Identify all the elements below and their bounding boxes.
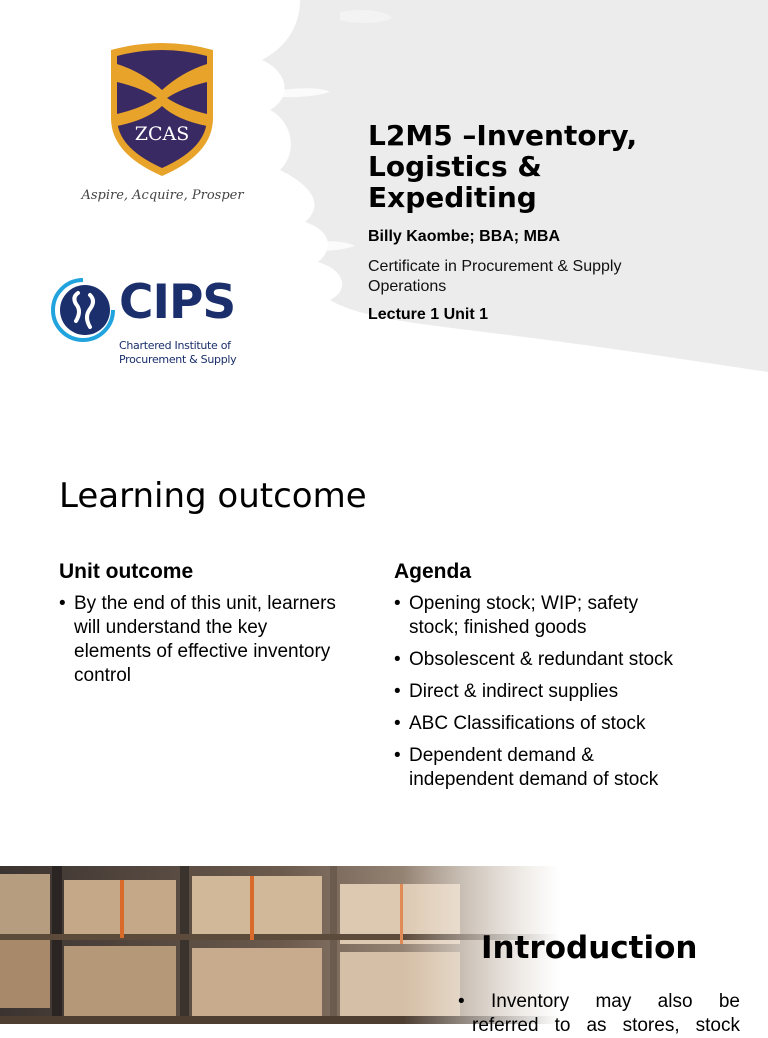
intro-paragraph-line: referred to as stores, stock [472, 1015, 740, 1036]
cips-logo [50, 277, 250, 372]
column-heading: Agenda [394, 560, 472, 583]
list-item-line: Opening stock; WIP; safety [409, 593, 639, 614]
bullet-list [394, 592, 714, 792]
list-item-line: By the end of this unit, learners [74, 593, 336, 614]
cips-wordmark: CIPS [119, 275, 236, 330]
unit-outcome-column [59, 560, 369, 696]
slide-title-line: Logistics & [368, 150, 542, 183]
course-name-line: Certificate in Procurement & Supply [368, 258, 622, 275]
bullet-icon: • [394, 593, 401, 614]
list-item [394, 648, 714, 672]
cips-subtitle [119, 339, 236, 367]
list-item-line: independent demand of stock [409, 769, 659, 790]
slide-title [368, 120, 698, 213]
list-item [394, 744, 714, 792]
bullet-icon: • [394, 649, 401, 670]
list-item-line: elements of effective inventory [74, 641, 331, 662]
list-item-line: control [74, 665, 132, 686]
bullet-icon: • [394, 681, 401, 702]
bullet-icon: • [59, 593, 66, 614]
list-item-line: stock; finished goods [409, 617, 587, 638]
bullet-icon: • [394, 745, 401, 766]
cips-subtitle-line: Chartered Institute of [119, 339, 231, 352]
zcas-logo [80, 40, 245, 210]
list-item [394, 712, 714, 736]
bullet-icon: • [394, 713, 401, 734]
introduction-slide [0, 866, 768, 1036]
intro-text-line: Inventory may also be [490, 991, 740, 1012]
zcas-shield-icon [107, 42, 217, 178]
list-item-line: will understand the key [74, 617, 268, 638]
bullet-icon: • [458, 991, 465, 1012]
cips-subtitle-line: Procurement & Supply [119, 353, 237, 366]
list-item [394, 592, 714, 640]
slide-title-line: Expediting [368, 181, 537, 214]
intro-paragraph-line [458, 990, 740, 1014]
author-credit: Billy Kaombe; BBA; MBA [368, 228, 561, 245]
learning-outcome-slide [0, 420, 768, 866]
lecture-label: Lecture 1 Unit 1 [368, 306, 489, 323]
list-item-line: Dependent demand & [409, 745, 594, 766]
title-slide [0, 0, 768, 420]
list-item [394, 680, 714, 704]
column-heading: Unit outcome [59, 560, 194, 583]
bullet-list [59, 592, 369, 688]
slide-title: Learning outcome [59, 476, 367, 516]
cips-emblem-icon [50, 277, 116, 343]
list-item-line: Obsolescent & redundant stock [409, 649, 674, 670]
slide-title: Introduction [481, 930, 698, 966]
intro-paragraph [458, 990, 740, 1038]
course-name-line: Operations [368, 278, 447, 295]
list-item-line: Direct & indirect supplies [409, 681, 619, 702]
zcas-tagline: Aspire, Acquire, Prosper [81, 188, 244, 203]
course-name [368, 257, 688, 297]
list-item-line: ABC Classifications of stock [409, 713, 646, 734]
slide-title-line: L2M5 –Inventory, [368, 119, 638, 152]
agenda-column [394, 560, 714, 800]
list-item [59, 592, 369, 688]
zcas-name: ZCAS [134, 123, 190, 145]
